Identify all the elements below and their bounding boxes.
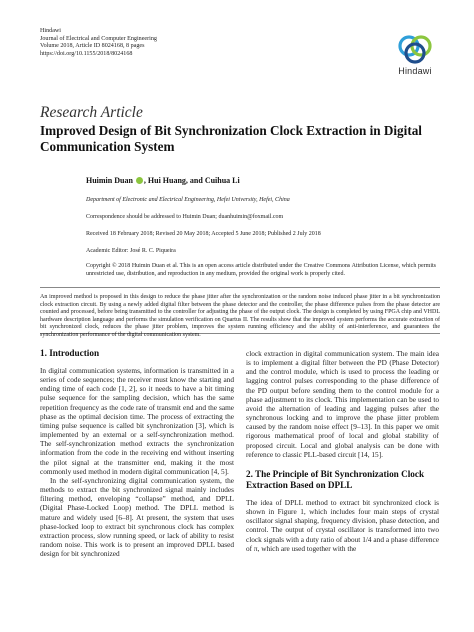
paragraph: In the self-synchronizing digital communication system, the methods to extract the bit synchronized signal mainly includes filtering method, enveloping “collapse” method, and DPLL (Digital Phase-Locked Loop) method. The DPLL method is mature and widely used [6–8]. At present, the system that uses phase-locked loop to extract bit synchronous clock has complex extraction process, slow running speed, or lack of ability to resist random noise. This work is to present an improved DPLL based design for bit synchronized xyxy=(40,475,234,559)
hindawi-rings-icon xyxy=(395,33,435,65)
abstract-text: An improved method is proposed in this design to reduce the phase jitter after the synchronization or the random noise induced phase jitter in a bit synchronization clock extraction circuit. By using a newly added digital filter between the phase detector and the controller, the phase difference pulses from the phase detector are counted and processed, before being transmitted to the controller for adjusting the phase of the output clock. The design is completed by using FPGA chip and VHDL hardware description language and performs the simulation verification on Quartus II. The results show that the improved system performs the accurate extraction of bit synchronized clock, reduces the phase jitter problem, improves the system running efficiency and the ability of anti-interference, and guarantees the synchronization performance of the digital communication system. xyxy=(40,294,440,338)
correspondence: Correspondence should be addressed to Huimin Duan; duanhuimin@foxmail.com xyxy=(86,214,284,220)
section-heading-principle: 2. The Principle of Bit Synchronization Clock Extraction Based on DPLL xyxy=(246,468,425,490)
volume-info: Volume 2018, Article ID 8024168, 8 pages xyxy=(40,43,145,50)
introduction-body xyxy=(40,366,234,558)
doi-link[interactable]: https://doi.org/10.1155/2018/8024168 xyxy=(40,50,133,57)
left-column xyxy=(40,348,234,558)
article-type: Research Article xyxy=(40,104,143,121)
logo-wordmark: Hindawi xyxy=(398,66,432,76)
introduction-continued xyxy=(246,349,439,459)
academic-editor: Academic Editor: José R. C. Piqueira xyxy=(86,248,176,254)
section-heading-introduction: 1. Introduction xyxy=(40,348,100,358)
affiliation: Department of Electronic and Electrical Engineering, Hefei University, Hefei, China xyxy=(86,197,290,203)
author-rest: , Hui Huang, and Cuihua Li xyxy=(143,176,240,185)
hindawi-logo xyxy=(393,33,437,76)
paper-title: Improved Design of Bit Synchronization Clock Extraction in Digital Communication System xyxy=(40,123,422,155)
orcid-icon[interactable] xyxy=(136,177,143,184)
author-first: Huimin Duan xyxy=(86,176,133,185)
journal-name: Journal of Electrical and Computer Engineering xyxy=(40,35,157,42)
journal-info xyxy=(40,28,157,58)
paragraph: In digital communication systems, information is transmitted in a series of code sequences; the receiver must know the starting and ending time of each code [1, 2], so it needs to have a bit timing pulse sequence for the sampling decision, which has the same repetition frequency as the code rate of transmit end and the same phase as the optimal decision time. The process of extracting the timing pulse sequence is called bit synchronization [3], which is implemented by an external or a self-synchronization method. The self-synchronization method extracts the synchronization information from the code in the receiving end without inserting the pilot signal at the transmitter end, making it the most commonly used method in modern digital communication [4, 5]. xyxy=(40,366,234,476)
right-column xyxy=(246,349,439,553)
abstract-box xyxy=(40,287,440,338)
paragraph: The idea of DPLL method to extract bit synchronized clock is shown in Figure 1, which includes four main steps of crystal oscillator signal shaping, frequency division, phase detection, and control. The output of crystal oscillator is transformed into two clock signals with a duty ratio of about 1/4 and a phase difference of π, which are used together with the xyxy=(246,497,439,553)
copyright-notice: Copyright © 2018 Huimin Duan et al. This is an open access article distributed under the Creative Commons Attribution License, which permits unrestricted use, distribution, and reproduction in any medium, provided the original work is properly cited. xyxy=(86,263,436,277)
publisher-name: Hindawi xyxy=(40,28,61,34)
paragraph: clock extraction in digital communication system. The main idea is to implement a digital filter between the PD (Phase Detector) and the control module, which is used to process the leading or lagging control pulses corresponding to the phase difference of the PD output before sending them to the control module for a phase adjustment to its clock. This implementation can be used to avoid the alternation of leading and lagging pulses after the synchronous locking and to improve the phase jitter problem caused by the random noise effect [9–13]. In this paper we omit rigorous mathematical proof of local and global stability of proposed circuit. Local and global analysis can be done with reference to classic PLL-based circuit [14, 15]. xyxy=(246,349,439,459)
author-list xyxy=(86,176,240,185)
principle-body xyxy=(246,498,439,553)
publication-dates: Received 18 February 2018; Revised 20 May 2018; Accepted 5 June 2018; Published 2 July 2018 xyxy=(86,231,321,237)
